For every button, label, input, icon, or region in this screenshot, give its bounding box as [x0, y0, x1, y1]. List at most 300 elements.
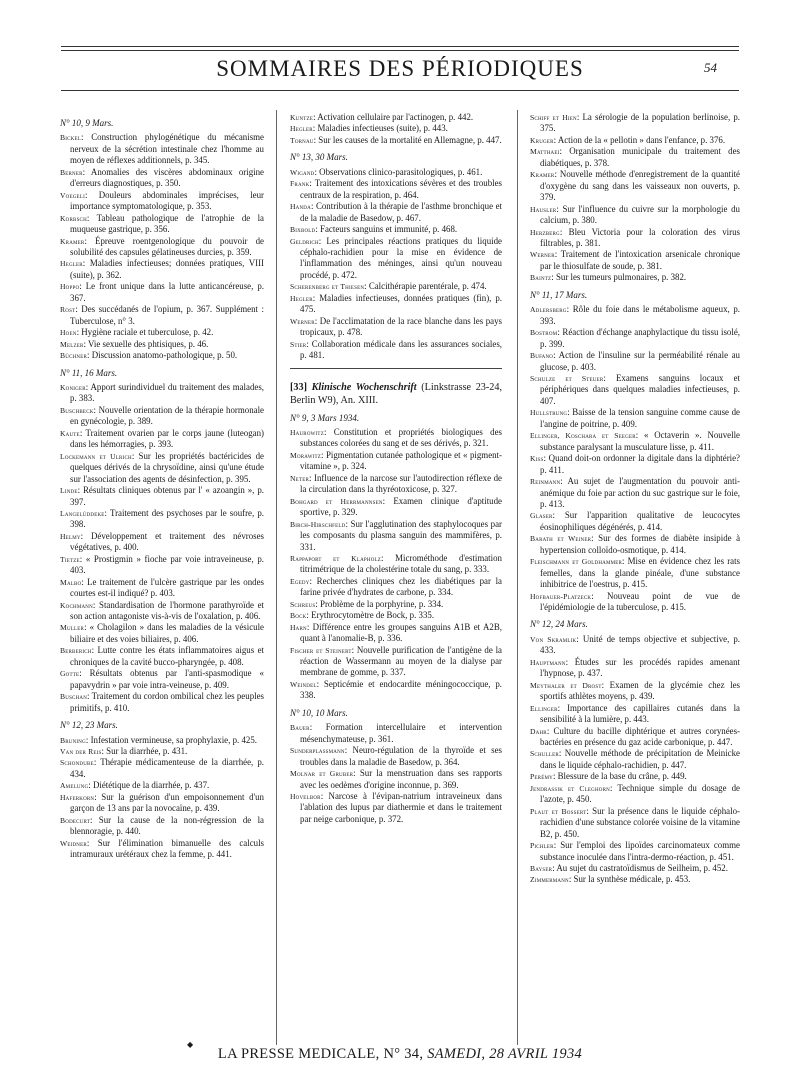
journal-info: (Linkstrasse 23-24, Berlin W9), An. XIII. [290, 381, 503, 406]
article-author: Fleischmann et Goldhammer [530, 557, 623, 567]
article-author: Adlersberg [530, 305, 567, 315]
article-title: : Hygiène raciale et tuberculose, p. 42. [76, 327, 214, 338]
article-entry [60, 531, 264, 554]
article-title: : Nouvelle purification de l'antigène de la réaction de Wassermann au moyen de la dialyse par membrane de gomme, p. 337. [300, 644, 502, 678]
article-author: Kiss [530, 454, 544, 464]
article-title: : Développement et traitement des névroses végétatives, p. 400. [70, 530, 264, 553]
article-author: Bohgard et Herrmannsen [290, 496, 383, 506]
article-entry [60, 339, 264, 350]
article-author: Voegeli [60, 190, 85, 200]
article-author: Perémy [530, 772, 553, 782]
article-title: : Thérapie médicamenteuse de la diarrhée, p. 434. [70, 757, 264, 779]
article-entry [290, 791, 502, 825]
issue-date: N° 11, 17 Mars. [530, 289, 588, 300]
article-title: : Discussion anatomo-pathologique, p. 50. [87, 350, 238, 361]
article-title: : Des succédanés de l'opium, p. 367. Supplément : Tuberculose, n° 3. [70, 304, 264, 326]
article-entry [530, 680, 740, 703]
article-entry [530, 863, 740, 874]
article-title: : Maladies infectieuses, données pratiques (fin), p. 475. [300, 292, 502, 315]
article-author: Bruning [60, 735, 86, 745]
article-author: Linde [60, 486, 78, 496]
article-entry [60, 258, 264, 281]
article-author: Barath et Weiner [530, 534, 592, 544]
article-author: Bickel [60, 133, 81, 143]
article-title: : Constitution et propriétés biologiques des substances colorées du sang et de ses dérivés, p. 321. [300, 426, 502, 449]
article-title: : Bleu Victoria pour la coloration des virus filtrables, p. 381. [540, 226, 740, 248]
article-entry [60, 451, 264, 485]
article-title: : Sur l'emploi des lipoïdes carcinomateux comme substance inoculée dans l'intra-dermo-réaction, p. 451. [540, 840, 740, 862]
article-author: Kochmann [60, 600, 93, 610]
article-author: Kuntze [290, 113, 314, 122]
article-title: : Influence de la narcose sur l'autodirection réflexe de la circulation dans la thyréotoxicose, p. 327. [300, 472, 502, 495]
article-title: : Formation intercellulaire et intervention mésenchymateuse, p. 361. [300, 722, 502, 744]
article-title: : Sur la menstruation dans ses rapports avec les oedèmes d'origine inconnue, p. 369. [300, 768, 503, 790]
article-entry [530, 657, 740, 680]
article-author: Kramer [60, 236, 85, 246]
article-title: : La sérologie de la population berlinoise, p. 375. [540, 112, 740, 134]
article-title: : Douleurs abdominales imprécises, leur importance symptomatologique, p. 353. [70, 189, 264, 212]
article-title: : Traitement ovarien par le corps jaune (luteogan) dans les hémorragies, p. 393. [70, 427, 264, 450]
article-entry [290, 281, 502, 292]
article-author: Schiff et Hien [530, 113, 577, 122]
footer-date: SAMEDI, 28 AVRIL 1934 [427, 1046, 583, 1062]
article-entry [60, 405, 264, 428]
article-title: : Erythrocytomètre de Bock, p. 335. [306, 610, 435, 621]
article-entry [530, 703, 740, 726]
article-entry [530, 453, 740, 476]
column-divider [276, 110, 277, 1045]
article-entry [60, 645, 264, 668]
article-author: Stier [290, 339, 307, 349]
article-title: : Neuro-régulation de la thyroïde et ses troubles dans la maladie de Basedow, p. 364. [300, 745, 502, 767]
article-author: Handa [290, 202, 311, 212]
article-author: Büchner [60, 351, 88, 361]
article-entry [530, 304, 740, 327]
article-entry [290, 316, 502, 339]
article-author: Lockemann et Ulrich [60, 451, 132, 461]
article-entry [530, 227, 740, 250]
article-entry [530, 169, 740, 203]
article-entry [60, 746, 264, 757]
article-title: : Examen de la glycémie chez les sportifs athlètes moyens, p. 439. [540, 679, 740, 702]
article-author: Schulze et Steuer [530, 373, 604, 383]
article-author: Berberich [60, 646, 92, 656]
article-title: : Technique simple du dosage de l'azote, p. 450. [540, 782, 740, 805]
article-entry [290, 768, 502, 791]
article-entry [290, 679, 502, 702]
issue-date: N° 10, 10 Mars. [290, 707, 348, 718]
article-author: Bixbold [290, 225, 316, 235]
article-title: : Anomalies des viscères abdominaux origine d'erreurs diagnostiques, p. 350. [70, 166, 264, 189]
article-entry [290, 622, 502, 645]
article-entry [60, 792, 264, 815]
article-title: : Les principales réactions pratiques du liquide céphalo-rachidien pour la mise en évidence de l'inflammation des méninges, ainsi qu'un nouveau procédé, p. 472. [300, 235, 502, 280]
article-entry [290, 610, 502, 621]
article-title: : Sur l'apparition qualitative de leucocytes éosinophiliques dégénérés, p. 414. [540, 510, 740, 532]
article-author: Bodecurt [60, 815, 90, 825]
article-entry [60, 236, 264, 259]
article-author: Plaut et Bossert [530, 806, 587, 816]
article-title: : Sur la cause de la non-régression de la blennoragie, p. 440. [70, 814, 264, 837]
article-title: : Microméthode d'estimation titrimétrique de la cholestérine totale du sang, p. 333. [300, 552, 502, 575]
article-entry [530, 726, 740, 749]
article-title: : Lutte contre les états inflammatoires aigus et chroniques de la cavité bucco-pharyngée, p. 408. [70, 645, 264, 667]
article-author: Frank [290, 179, 310, 189]
article-title: : Septicémie et endocardite méningococcique, p. 338. [300, 678, 502, 701]
article-title: : Traitement du cordon ombilical chez les peuples primitifs, p. 410. [70, 691, 264, 713]
article-author: Haurowitz [290, 427, 324, 437]
article-title: : Sur l'influence du cuivre sur la morphologie du calcium, p. 380. [540, 203, 740, 226]
article-title: : Sur la diarrhée, p. 431. [101, 746, 188, 757]
article-entry [530, 327, 740, 350]
article-author: Dahr [530, 726, 547, 736]
article-author: Hovelbor [290, 792, 321, 802]
article-author: Hoppo [60, 282, 80, 292]
article-title: : « Octaverin ». Nouvelle substance paralysant la musculature lisse, p. 411. [540, 430, 740, 452]
article-title: : Sur la présence dans le liquide céphalo-rachidien d'une substance colorée voisine de la vitamine B2, p. 450. [540, 805, 740, 839]
article-author: Rost [60, 305, 76, 315]
article-title: : Infestation vermineuse, sa prophylaxie, p. 425. [85, 734, 257, 745]
article-title: : De l'acclimatation de la race blanche dans les pays tropicaux, p. 478. [300, 315, 502, 338]
article-entry [530, 783, 740, 806]
article-title: : Rôle du foie dans le métabolisme aqueux, p. 393. [540, 304, 740, 326]
article-title: : Mise en évidence chez les rats femelles, dans la glande pinéale, d'une substance inhibitrice de l'oestrus, p. 415. [540, 556, 741, 590]
article-title: : Résultats cliniques obtenus par l' « azoangin », p. 397. [70, 485, 264, 507]
article-entry [290, 201, 502, 224]
article-title: : Recherches cliniques chez les diabétiques par la farine privée d'hydrates de carbone, p. 334. [300, 575, 502, 598]
article-title: : Le traitement de l'ulcère gastrique par les ondes courtes est-il indiqué? p. 403. [70, 576, 264, 599]
article-title: : Standardisation de l'hormone parathyroïde et son action antagoniste vis-à-vis de l'oxalation, p. 406. [70, 599, 264, 622]
article-author: Kaute [60, 428, 80, 438]
article-entry [290, 339, 502, 362]
article-title: : Importance des capillaires cutanés dans la sensibilité à la lumière, p. 443. [540, 702, 740, 725]
article-entry [530, 771, 740, 782]
article-title: : « Cholagilon » dans les maladies de la vésicule biliaire et des voies biliaires, p. 406. [70, 622, 264, 644]
article-title: : Pigmentation cutanée pathologique et « pigment-vitamine », p. 324. [300, 449, 502, 472]
article-author: Ellinger [530, 703, 558, 713]
article-entry [530, 533, 740, 556]
article-author: Harn [290, 622, 307, 632]
article-entry [290, 599, 502, 610]
issue-date: N° 11, 16 Mars. [60, 367, 118, 378]
article-author: Glaser [530, 511, 553, 521]
article-entry [60, 382, 264, 405]
article-author: Kramer [530, 170, 555, 180]
column-middle [290, 112, 502, 825]
article-author: Meythaler et Drost [530, 680, 602, 690]
article-author: Tietze [60, 554, 80, 564]
article-author: Amelung [60, 781, 89, 791]
article-entry [290, 427, 502, 450]
footer-issue: N° 34, [383, 1046, 424, 1062]
article-entry [290, 112, 502, 123]
article-title: : « Prostigmin » fioche par voie intraveineuse, p. 403. [70, 553, 264, 576]
article-author: Werner [290, 316, 315, 326]
article-entry [290, 236, 502, 282]
article-entry [530, 556, 740, 590]
article-title: : Sur les propriétés bactéricides de quelques dérivés de la chrysoïdine, ainsi qu'une étude sur l'association des agents de désinfection, p. 395. [70, 450, 265, 484]
article-entry [60, 281, 264, 304]
article-entry [530, 591, 740, 614]
article-title: : Action de la « pellotin » dans l'enfance, p. 376. [553, 134, 726, 145]
article-author: Hegler [290, 293, 313, 303]
article-author: Neter [290, 473, 309, 483]
journal-number: [33] [290, 381, 307, 393]
article-author: Buschan [60, 692, 88, 702]
article-entry [60, 735, 264, 746]
top-rule [61, 46, 739, 47]
article-author: Schuller [530, 749, 559, 759]
article-entry [290, 135, 502, 146]
issue-date: N° 10, 9 Mars. [60, 118, 114, 128]
article-author: Birch-Hirschfeld [290, 519, 346, 529]
article-author: Weidner [60, 838, 87, 848]
article-author: Helmy [60, 531, 81, 541]
article-title: : Problème de la porphyrine, p. 334. [315, 598, 444, 609]
article-author: Kruger [530, 135, 554, 145]
article-entry [290, 473, 502, 496]
article-title: : Sur les tumeurs pulmonaires, p. 382. [551, 272, 687, 283]
article-title: : Tableau pathologique de l'atrophie de la muqueuse gastrique, p. 356. [70, 212, 264, 235]
article-entry [60, 485, 264, 508]
article-author: Langelüddeke [60, 508, 105, 518]
article-entry [290, 645, 502, 679]
article-entry [60, 691, 264, 714]
article-title: : Résultats obtenus par l'anti-spasmodique « papavydrin » par voie intra-veineuse, p. 409. [70, 668, 264, 690]
article-title: : Diététique de la diarrhée, p. 437. [88, 780, 210, 791]
article-entry [530, 806, 740, 840]
article-title: : Quand doit-on ordonner la digitale dans la diphtérie? p. 411. [540, 453, 740, 475]
footer-ornament: ◆ [187, 1040, 194, 1049]
article-author: Hauptmann [530, 657, 566, 667]
article-author: Hegler [60, 259, 83, 269]
article-title: : Réaction d'échange anaphylactique du tissu isolé, p. 399. [540, 327, 740, 349]
title-rule [61, 90, 739, 91]
article-author: Scherenberg et Thiesen [290, 282, 365, 292]
article-author: Hegler [290, 124, 313, 134]
article-entry [530, 748, 740, 771]
issue-date: N° 12, 23 Mars. [60, 720, 118, 731]
article-entry [290, 167, 502, 178]
article-author: Tornau [290, 135, 314, 145]
article-title: : Traitement de l'intoxication arsenicale chronique par le thiosulfate de soude, p. 381. [540, 249, 740, 271]
article-title: : Blessure de la base du crâne, p. 449. [552, 771, 687, 782]
article-title: : Épreuve roentgenologique du pouvoir de solubilité des capsules gélatineuses durcies, p. 359. [70, 235, 264, 257]
article-title: : Études sur les procédés rapides amenant l'hypnose, p. 437. [540, 656, 740, 679]
column-divider [517, 110, 518, 1045]
article-title: : Différence entre les groupes sanguins A1B et A2B, quant à l'anomalie-B, p. 336. [300, 621, 502, 644]
article-author: Molnar et Gruber [290, 769, 354, 779]
article-title: : Le front unique dans la lutte anticancéreuse, p. 367. [70, 281, 264, 303]
article-title: : Maladies infectieuses (suite), p. 443. [312, 123, 448, 134]
article-entry [60, 668, 264, 691]
footer-journal: LA PRESSE MEDICALE, [217, 1046, 380, 1062]
article-author: Herzberg [530, 227, 560, 237]
article-title: : Examens sanguins locaux et périphériques dans quelques maladies infectieuses, p. 407. [540, 372, 740, 406]
article-author: Reinmann [530, 477, 561, 487]
article-author: Bostrom [530, 328, 558, 338]
article-entry [290, 178, 502, 201]
issue-date: N° 13, 30 Mars. [290, 152, 348, 163]
article-title: : Sur des formes de diabète insipide à hypertension colloïdo-osmotique, p. 414. [540, 533, 741, 555]
column-left [60, 112, 264, 861]
article-author: Weindel [290, 679, 317, 689]
article-author: Gotte [60, 669, 80, 679]
article-author: Jendrassik et Cleghorn [530, 783, 610, 793]
article-entry [530, 112, 740, 135]
article-author: Von Skramlik [530, 634, 577, 644]
article-author: Muller [60, 623, 85, 633]
article-author: Hofbauer-Platzeck [530, 591, 592, 601]
article-entry [60, 213, 264, 236]
article-entry [290, 293, 502, 316]
article-entry [60, 304, 264, 327]
article-title: : Au sujet du castratoïdismus de Seilheim, p. 452. [552, 863, 728, 873]
article-entry [60, 622, 264, 645]
article-entry [60, 428, 264, 451]
article-entry [60, 190, 264, 213]
journal-heading [290, 368, 502, 407]
article-author: Korbsch [60, 213, 87, 223]
article-title: : Contribution à la thérapie de l'asthme bronchique et de la maladie de Basedow, p. 467. [300, 201, 502, 223]
article-author: Wigand [290, 167, 315, 177]
article-author: Sunderplassmann [290, 746, 345, 756]
article-entry [60, 327, 264, 338]
article-entry [60, 757, 264, 780]
article-title: : Maladies infectieuses; données pratiques, VIII (suite), p. 362. [70, 258, 264, 280]
article-title: : Nouvelle méthode de précipitation de Meinicke dans le liquide céphalo-rachidien, p. 447. [540, 748, 740, 770]
article-title: : Construction phylogénétique du mécanisme nerveux de la sécrétion intestinale chez l'homme au moyen de réflexes additionnels, p. 345. [70, 132, 264, 166]
article-entry [60, 600, 264, 623]
article-author: Bufano [530, 351, 554, 361]
article-author: Hoen [60, 328, 77, 338]
article-entry [530, 874, 740, 885]
article-title: : Vie sexuelle des phtisiques, p. 46. [83, 338, 209, 349]
page-number: 54 [704, 60, 717, 75]
article-title: : Narcose à l'évipan-natrium intraveineux dans l'ablation des lupus par diathermie et dans le traitement par neige carbonique, p. 372. [300, 791, 502, 824]
article-entry [60, 780, 264, 791]
article-title: : Culture du bacille diphtérique et autres corynées-bactéries en présence du gaz acide carbonique, p. 447. [540, 725, 740, 748]
article-entry [60, 167, 264, 190]
article-entry [530, 840, 740, 863]
article-title: : Observations clinico-parasitologiques, p. 461. [314, 166, 483, 177]
article-title: : Collaboration médicale dans les assurances sociales, p. 481. [300, 338, 502, 361]
article-entry [60, 350, 264, 361]
article-title: : Au sujet de l'augmentation du pouvoir anti-anémique du foie par action du suc gastrique sur le foie, p. 413. [540, 476, 740, 509]
article-author: Haferkorn [60, 792, 95, 802]
page-title: SOMMAIRES DES PÉRIODIQUES [216, 56, 584, 81]
article-entry [290, 496, 502, 519]
article-author: Buschbeck [60, 405, 94, 415]
article-entry [530, 135, 740, 146]
article-author: Geldrich [290, 236, 319, 246]
article-entry [60, 815, 264, 838]
article-author: Schreus [290, 599, 316, 609]
article-entry [530, 634, 740, 657]
article-entry [60, 132, 264, 166]
article-entry [530, 146, 740, 169]
article-author: Pichler [530, 841, 554, 851]
article-entry [290, 123, 502, 134]
article-entry [290, 553, 502, 576]
article-author: Rappaport et Klapholz [290, 553, 382, 563]
article-title: : Sur la synthèse médicale, p. 453. [568, 874, 691, 885]
article-entry [290, 519, 502, 553]
article-author: Morawitz [290, 450, 322, 460]
page-footer [0, 1046, 800, 1063]
article-author: Malbo [60, 577, 82, 587]
article-author: Berner [60, 167, 83, 177]
article-title: : Traitement des psychoses par le soufre, p. 398. [70, 507, 264, 530]
article-entry [290, 224, 502, 235]
article-entry [290, 745, 502, 768]
article-title: : Traitement des intoxications sévères et des troubles centraux de la respiration, p. 464. [300, 178, 502, 200]
article-author: Baintz [530, 273, 552, 283]
article-author: Bayser [530, 864, 553, 873]
article-entry [290, 450, 502, 473]
article-title: : Unité de temps objective et subjective, p. 433. [540, 633, 740, 656]
article-author: Werner [530, 250, 555, 260]
article-author: Bauer [290, 723, 310, 733]
article-author: Bock [290, 611, 307, 621]
article-entry [530, 249, 740, 272]
article-author: Matthaei [530, 147, 560, 157]
article-title: : Organisation municipale du traitement des diabétiques, p. 378. [540, 146, 740, 168]
article-author: Hausler [530, 204, 557, 214]
article-entry [290, 576, 502, 599]
top-rule-double [61, 50, 739, 51]
article-title: : Sur l'agglutination des staphylocoques par les composants du plasma sanguin des mammifères, p. 331. [300, 518, 502, 552]
article-title: : Sur la guérison d'un empoisonnement d'un garçon de 13 ans par la novocaïne, p. 439. [70, 791, 264, 814]
article-entry [530, 204, 740, 227]
issue-date: N° 9, 3 Mars 1934. [290, 412, 360, 423]
article-entry [60, 577, 264, 600]
article-title: : Sur l'élimination bimanuelle des calculs intramuraux urétéraux chez la femme, p. 441. [70, 837, 264, 860]
article-entry [60, 508, 264, 531]
article-author: Fischer et Steinert [290, 645, 352, 655]
article-entry [530, 510, 740, 533]
article-title: : Activation cellulaire par l'actinogen, p. 442. [313, 112, 474, 122]
article-entry [290, 722, 502, 745]
article-entry [530, 350, 740, 373]
article-author: Zimmermann [530, 875, 569, 885]
column-right [530, 112, 740, 886]
journal-name: Klinische Wochenschrift [311, 381, 417, 393]
article-entry [530, 430, 740, 453]
article-title: : Sur les causes de la mortalité en Allemagne, p. 447. [313, 134, 502, 145]
article-title: : Examen clinique d'aptitude sportive, p. 329. [300, 495, 502, 518]
article-author: Van der Reis [60, 747, 102, 757]
article-author: Hullstrung [530, 408, 568, 418]
article-author: Egedy [290, 576, 310, 586]
article-entry [530, 407, 740, 430]
article-author: Schondube [60, 758, 94, 768]
article-entry [60, 554, 264, 577]
article-author: Koniger [60, 382, 86, 392]
article-title: : Calcithérapie parentérale, p. 474. [364, 281, 487, 292]
article-entry [530, 373, 740, 407]
article-entry [60, 838, 264, 861]
article-entry [530, 272, 740, 283]
article-title: : Baisse de la tension sanguine comme cause de l'angine de poitrine, p. 409. [540, 407, 740, 429]
article-title: : Nouvelle méthode d'enregistrement de la quantité d'oxygène du sang dans les vaisseaux non ouverts, p. 379. [540, 169, 740, 203]
article-entry [530, 476, 740, 510]
article-author: Ellinger, Koschara et Seeger [530, 431, 636, 441]
issue-date: N° 12, 24 Mars. [530, 619, 588, 630]
article-title: : Nouveau point de vue de l'épidémiologie de la tuberculose, p. 415. [540, 590, 740, 613]
article-title: : Nouvelle orientation de la thérapie hormonale en gynécologie, p. 389. [70, 404, 264, 427]
article-author: Melzer [60, 339, 84, 349]
